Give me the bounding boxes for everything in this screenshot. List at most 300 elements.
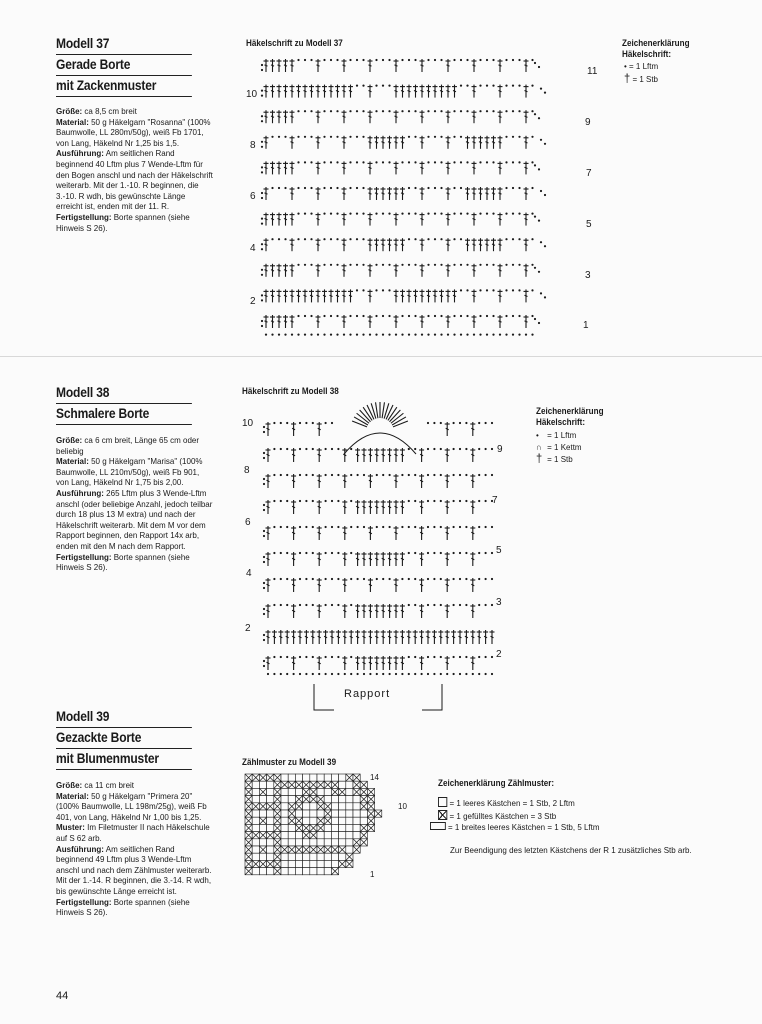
stb-symbol xyxy=(290,187,295,200)
stb-symbol xyxy=(266,552,271,566)
lftm-dot xyxy=(388,110,390,112)
lftm-dot xyxy=(357,673,359,675)
lftm-dot xyxy=(382,213,384,215)
lftm-dot xyxy=(472,673,474,675)
lftm-dot xyxy=(349,238,351,240)
stb-symbol xyxy=(270,315,275,328)
lftm-dot xyxy=(466,264,468,266)
lftm-dot xyxy=(465,656,467,658)
lftm-dot xyxy=(304,264,306,266)
stb-symbol xyxy=(524,187,529,200)
stb-symbol xyxy=(524,289,529,302)
lftm-dot xyxy=(408,673,410,675)
stb-symbol xyxy=(368,500,373,514)
stb-symbol xyxy=(291,552,296,566)
lftm-dot xyxy=(460,85,462,87)
lftm-dot xyxy=(337,656,339,658)
stb-symbol xyxy=(368,604,373,618)
model-37-legend-title: Zeichenerklärung Häkelschrift: xyxy=(622,38,690,59)
lftm-dot xyxy=(388,264,390,266)
lftm-dot xyxy=(356,289,358,291)
lftm-dot xyxy=(531,289,533,291)
model-37-legend-stb: † = 1 Stb xyxy=(624,70,659,85)
stb-symbol xyxy=(472,187,477,200)
lftm-dot xyxy=(492,59,494,61)
lftm-dot xyxy=(336,110,338,112)
lftm-dot xyxy=(375,334,377,336)
lftm-dot xyxy=(453,673,455,675)
model-37-row-11: 11 xyxy=(587,66,598,77)
lftm-dot xyxy=(505,136,507,138)
lftm-dot xyxy=(337,552,339,554)
filet-cell xyxy=(252,824,259,831)
lftm-dot xyxy=(414,59,416,61)
model-38-legend: Zeichenerklärung Häkelschrift: • = 1 Lftm ∩ = 1 Kettm † = 1 Stb xyxy=(536,406,626,466)
lftm-dot xyxy=(280,526,282,528)
stb-symbol xyxy=(355,630,360,644)
lftm-dot xyxy=(363,673,365,675)
lftm-dot xyxy=(297,334,299,336)
stb-symbol xyxy=(400,448,405,462)
lftm-dot xyxy=(261,146,263,148)
lftm-dot xyxy=(440,422,442,424)
lftm-dot xyxy=(518,59,520,61)
filet-cell xyxy=(281,824,288,831)
lftm-dot xyxy=(453,500,455,502)
lftm-dot xyxy=(505,213,507,215)
lftm-dot xyxy=(440,136,442,138)
stb-symbol xyxy=(368,315,373,328)
lftm-dot xyxy=(350,448,352,450)
lftm-dot xyxy=(330,136,332,138)
lftm-dot xyxy=(485,422,487,424)
lftm-dot xyxy=(408,161,410,163)
lftm-dot xyxy=(512,289,514,291)
stb-symbol xyxy=(433,85,438,98)
lftm-dot xyxy=(305,422,307,424)
lftm-dot xyxy=(414,673,416,675)
lftm-dot xyxy=(453,110,455,112)
stb-symbol xyxy=(413,630,418,644)
fan-stitch xyxy=(382,402,384,418)
lftm-dot xyxy=(349,136,351,138)
lftm-dot xyxy=(453,604,455,606)
stb-symbol xyxy=(368,474,373,488)
filet-cell xyxy=(267,781,274,788)
lftm-dot xyxy=(310,334,312,336)
lftm-dot xyxy=(291,334,293,336)
model-39-row-10: 10 xyxy=(398,802,407,811)
kettm-arc-icon: ∩ xyxy=(536,441,542,452)
lftm-dot xyxy=(299,448,301,450)
stb-symbol xyxy=(264,289,269,302)
lftm-dot xyxy=(491,552,493,554)
lftm-dot xyxy=(465,474,467,476)
lftm-dot xyxy=(401,526,403,528)
lftm-dot xyxy=(356,59,358,61)
filet-cell xyxy=(331,860,338,867)
lftm-dot xyxy=(382,526,384,528)
stb-symbol xyxy=(309,85,314,98)
stb-symbol xyxy=(445,448,450,462)
lftm-dot xyxy=(512,213,514,215)
stb-symbol xyxy=(478,238,483,251)
lftm-dot xyxy=(421,673,423,675)
stb-symbol xyxy=(485,238,490,251)
stb-symbol xyxy=(407,289,412,302)
filet-cell xyxy=(346,810,353,817)
lftm-dot xyxy=(433,448,435,450)
stb-symbol xyxy=(291,448,296,462)
filet-cell xyxy=(310,817,317,824)
lftm-dot xyxy=(286,604,288,606)
stb-symbol xyxy=(342,289,347,302)
stb-symbol xyxy=(291,474,296,488)
lftm-dot xyxy=(356,213,358,215)
stb-symbol xyxy=(355,448,360,462)
lftm-dot xyxy=(362,315,364,317)
filet-cell xyxy=(339,796,346,803)
filet-cell xyxy=(353,824,360,831)
lftm-dot xyxy=(485,656,487,658)
lftm-dot xyxy=(286,673,288,675)
stb-symbol xyxy=(483,630,488,644)
lftm-dot xyxy=(491,474,493,476)
stb-symbol xyxy=(420,161,425,174)
filet-cell xyxy=(353,832,360,839)
stb-symbol xyxy=(283,289,288,302)
rapport-bracket-right xyxy=(422,684,442,710)
filet-cell xyxy=(331,839,338,846)
lftm-dot xyxy=(408,578,410,580)
stb-symbol xyxy=(291,604,296,618)
lftm-dot xyxy=(263,457,265,459)
stb-symbol xyxy=(309,289,314,302)
lftm-dot xyxy=(312,604,314,606)
stb-symbol xyxy=(498,289,503,302)
stb-symbol xyxy=(445,422,450,436)
stb-symbol xyxy=(368,161,373,174)
lftm-dot xyxy=(261,192,263,194)
lftm-dot xyxy=(356,264,358,266)
lftm-dot xyxy=(395,673,397,675)
lftm-dot xyxy=(357,578,359,580)
lftm-dot xyxy=(460,334,462,336)
lftm-dot xyxy=(414,334,416,336)
lftm-dot xyxy=(299,656,301,658)
stb-symbol xyxy=(310,630,315,644)
lftm-dot xyxy=(408,500,410,502)
lftm-dot xyxy=(349,264,351,266)
filet-cell xyxy=(310,839,317,846)
stb-symbol xyxy=(368,213,373,226)
lftm-dot xyxy=(544,194,546,196)
filet-cell xyxy=(317,832,324,839)
stb-symbol xyxy=(374,238,379,251)
stb-symbol xyxy=(464,630,469,644)
lftm-dot xyxy=(478,474,480,476)
lftm-dot xyxy=(297,238,299,240)
filet-cell xyxy=(259,853,266,860)
lftm-dot xyxy=(263,608,265,610)
filet-cell xyxy=(295,853,302,860)
stb-symbol xyxy=(264,136,269,149)
lftm-dot xyxy=(389,474,391,476)
stb-symbol xyxy=(498,161,503,174)
lftm-dot xyxy=(325,578,327,580)
lftm-dot xyxy=(331,500,333,502)
lftm-dot xyxy=(284,187,286,189)
stb-symbol xyxy=(277,110,282,123)
lftm-dot xyxy=(263,665,265,667)
filet-cell xyxy=(353,796,360,803)
lftm-dot xyxy=(505,334,507,336)
lftm-dot xyxy=(538,168,540,170)
lftm-dot xyxy=(427,238,429,240)
filet-cell xyxy=(346,781,353,788)
lftm-dot xyxy=(478,422,480,424)
lftm-dot xyxy=(304,136,306,138)
stb-symbol xyxy=(498,85,503,98)
stb-symbol xyxy=(290,59,295,72)
lftm-dot xyxy=(350,474,352,476)
lftm-dot xyxy=(261,141,263,143)
stb-symbol xyxy=(342,315,347,328)
lftm-dot xyxy=(479,213,481,215)
model-39-muster: Muster: Im Filetmuster II nach Häkelschule auf S 62 arb. xyxy=(56,822,210,843)
filet-cell xyxy=(339,781,346,788)
lftm-dot xyxy=(382,578,384,580)
fan-stitch xyxy=(393,421,408,427)
model-38-chart-heading: Häkelschrift zu Modell 38 xyxy=(242,386,339,396)
lftm-dot xyxy=(369,673,371,675)
lftm-dot xyxy=(486,315,488,317)
lftm-dot xyxy=(388,85,390,87)
model-38-title-block xyxy=(56,383,214,425)
stb-symbol xyxy=(420,85,425,98)
lftm-dot xyxy=(336,187,338,189)
filet-cell xyxy=(281,774,288,781)
lftm-dot xyxy=(337,578,339,580)
stb-symbol xyxy=(465,238,470,251)
stb-symbol xyxy=(524,315,529,328)
lftm-dot xyxy=(337,526,339,528)
filet-cell xyxy=(267,846,274,853)
lftm-dot xyxy=(531,136,533,138)
stb-symbol xyxy=(439,85,444,98)
stb-symbol xyxy=(342,500,347,514)
stb-symbol xyxy=(472,315,477,328)
stb-symbol xyxy=(400,85,405,98)
lftm-dot xyxy=(479,289,481,291)
stb-symbol xyxy=(317,604,322,618)
model-37-row-5: 5 xyxy=(586,219,592,230)
lftm-dot xyxy=(440,673,442,675)
stb-symbol xyxy=(270,110,275,123)
stb-symbol xyxy=(498,315,503,328)
lftm-dot xyxy=(369,334,371,336)
filled-box-icon xyxy=(438,810,447,820)
lftm-dot xyxy=(534,318,536,320)
lftm-dot xyxy=(492,85,494,87)
stb-symbol xyxy=(445,578,450,592)
stb-symbol xyxy=(374,500,379,514)
lftm-dot xyxy=(382,110,384,112)
lftm-dot xyxy=(531,238,533,240)
stb-symbol xyxy=(446,187,451,200)
model-38-row-3: 3 xyxy=(496,597,502,608)
lftm-dot xyxy=(350,500,352,502)
filet-cell xyxy=(331,774,338,781)
lftm-dot xyxy=(312,526,314,528)
stb-symbol xyxy=(446,110,451,123)
lftm-dot xyxy=(286,526,288,528)
lftm-dot xyxy=(427,110,429,112)
stb-symbol xyxy=(362,500,367,514)
lftm-dot xyxy=(427,474,429,476)
lftm-dot xyxy=(465,448,467,450)
filet-cell xyxy=(331,803,338,810)
model-38-fertigstellung: Fertigstellung: Borte spannen (siehe Hinweis S 26). xyxy=(56,551,190,573)
model-37-row-7: 7 xyxy=(586,168,592,179)
stb-symbol xyxy=(394,630,399,644)
lftm-dot xyxy=(273,526,275,528)
stb-symbol xyxy=(445,656,450,670)
lftm-dot xyxy=(382,289,384,291)
filet-cell xyxy=(346,796,353,803)
lftm-dot xyxy=(459,656,461,658)
stb-symbol xyxy=(277,289,282,302)
stb-symbol xyxy=(264,161,269,174)
model-37-row-1: 1 xyxy=(583,320,589,331)
lftm-dot xyxy=(349,334,351,336)
lftm-dot xyxy=(286,500,288,502)
lftm-dot xyxy=(382,315,384,317)
lftm-dot xyxy=(478,578,480,580)
lftm-dot xyxy=(280,500,282,502)
stb-symbol xyxy=(368,289,373,302)
page-number: 44 xyxy=(56,990,69,1002)
lftm-dot xyxy=(325,422,327,424)
lftm-dot xyxy=(388,161,390,163)
lftm-dot xyxy=(286,448,288,450)
lftm-dot xyxy=(280,422,282,424)
lftm-dot xyxy=(310,110,312,112)
stb-symbol xyxy=(277,59,282,72)
lftm-dot xyxy=(297,161,299,163)
filet-cell xyxy=(346,788,353,795)
lftm-dot xyxy=(356,110,358,112)
stb-symbol xyxy=(266,578,271,592)
filet-cell xyxy=(353,810,360,817)
lftm-dot xyxy=(433,500,435,502)
lftm-dot xyxy=(434,59,436,61)
lftm-dot xyxy=(293,673,295,675)
stb-symbol xyxy=(283,85,288,98)
filet-cell xyxy=(288,839,295,846)
stb-symbol xyxy=(420,59,425,72)
lftm-dot xyxy=(505,187,507,189)
lftm-dot xyxy=(356,136,358,138)
stb-symbol xyxy=(381,604,386,618)
lftm-dot xyxy=(433,656,435,658)
stb-symbol xyxy=(266,500,271,514)
lftm-dot xyxy=(491,673,493,675)
stb-symbol xyxy=(426,85,431,98)
lftm-dot xyxy=(261,248,263,250)
model-38-crochet-chart xyxy=(262,398,502,708)
model-37-ausfuehrung: Ausführung: Am seitlichen Rand beginnend 40 Lftm plus 7 Wende-Lftm für den Bogen anschl und nach der Häkelschrift weiterarb. Mit der 1.-10. R beginnen, die 3.-10. R wdh, bis gewünschte Länge erreicht ist, enden mit der 11. R. xyxy=(56,148,213,212)
stb-symbol xyxy=(420,264,425,277)
stb-symbol xyxy=(368,238,373,251)
filet-cell xyxy=(324,832,331,839)
filet-cell xyxy=(252,810,259,817)
filet-cell xyxy=(346,846,353,853)
lftm-dot xyxy=(427,59,429,61)
lftm-dot xyxy=(357,526,359,528)
lftm-dot xyxy=(297,264,299,266)
filet-cell xyxy=(346,824,353,831)
lftm-dot xyxy=(376,673,378,675)
lftm-dot xyxy=(349,315,351,317)
stb-symbol xyxy=(407,85,412,98)
filet-cell xyxy=(252,781,259,788)
lftm-dot xyxy=(363,526,365,528)
stb-symbol xyxy=(368,59,373,72)
lftm-dot xyxy=(479,59,481,61)
filet-cell xyxy=(317,860,324,867)
filet-cell xyxy=(288,824,295,831)
lftm-dot xyxy=(261,269,263,271)
filet-cell xyxy=(252,796,259,803)
model-39-row-14: 14 xyxy=(370,773,379,782)
filet-cell xyxy=(267,788,274,795)
stb-symbol xyxy=(270,85,275,98)
stb-symbol xyxy=(283,59,288,72)
stb-symbol xyxy=(420,110,425,123)
lftm-dot xyxy=(427,552,429,554)
lftm-dot xyxy=(534,62,536,64)
model-39-chart-heading: Zählmuster zu Modell 39 xyxy=(242,757,337,767)
model-38-row-1: 2 xyxy=(496,649,502,660)
stb-symbol xyxy=(368,526,373,540)
lftm-dot xyxy=(362,161,364,163)
filet-cell xyxy=(317,774,324,781)
lftm-dot xyxy=(304,238,306,240)
lftm-dot xyxy=(376,474,378,476)
lftm-dot xyxy=(505,289,507,291)
lftm-dot xyxy=(518,289,520,291)
lftm-dot xyxy=(337,474,339,476)
stb-symbol xyxy=(266,656,271,670)
filet-cell xyxy=(288,796,295,803)
model-38-row-7: 7 xyxy=(492,495,498,506)
lftm-dot xyxy=(323,187,325,189)
lftm-dot xyxy=(540,139,542,141)
lftm-dot xyxy=(544,245,546,247)
stb-symbol xyxy=(458,630,463,644)
lftm-dot xyxy=(486,264,488,266)
lftm-dot xyxy=(297,315,299,317)
filet-cell xyxy=(324,839,331,846)
lftm-dot xyxy=(343,334,345,336)
lftm-dot xyxy=(336,334,338,336)
lftm-dot xyxy=(478,500,480,502)
lftm-dot xyxy=(280,474,282,476)
stb-symbol xyxy=(329,289,334,302)
lftm-dot xyxy=(280,673,282,675)
lftm-dot xyxy=(273,448,275,450)
